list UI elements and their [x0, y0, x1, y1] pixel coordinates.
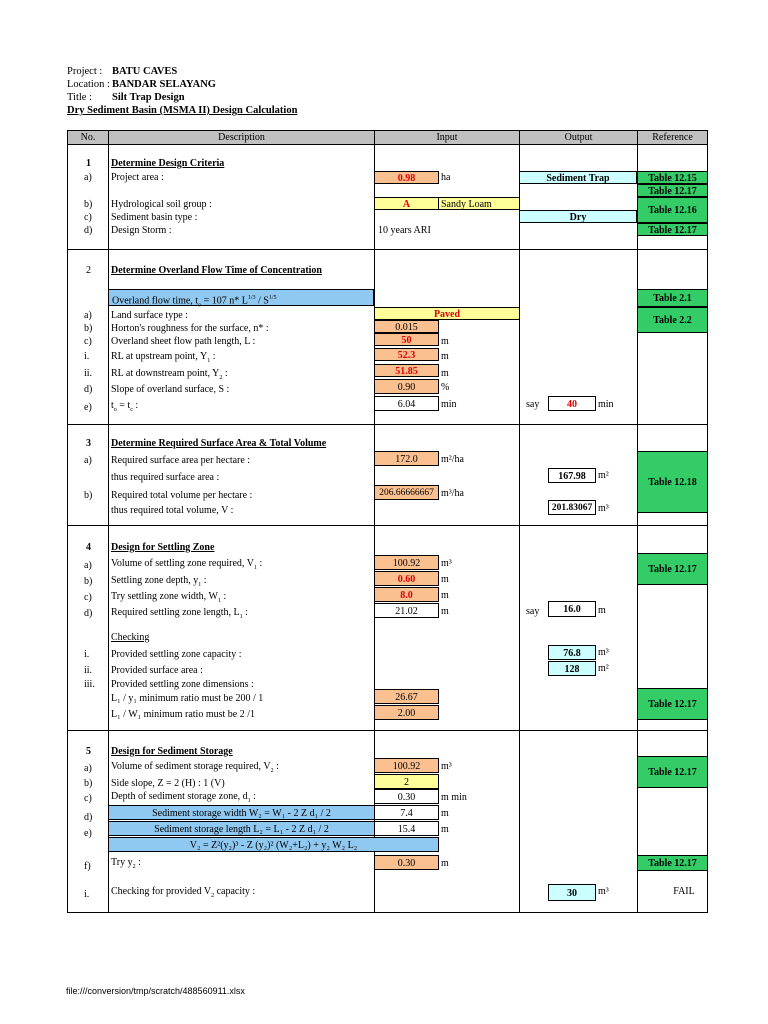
tc-label: $t_o = t_c$ :	[111, 400, 139, 413]
col-header-description: Description	[109, 131, 374, 145]
settling-width-value: 8.0	[374, 587, 439, 602]
project-value: BATU CAVES	[112, 66, 178, 77]
page-subtitle: Dry Sediment Basin (MSMA II) Design Calculation	[67, 105, 298, 116]
s1-project-area-label: Project area :	[111, 172, 164, 183]
col-header-reference: Reference	[638, 131, 707, 145]
basin-type-output: Dry	[519, 210, 637, 223]
try-y2-unit: m	[441, 858, 449, 869]
s4-c-label: c)	[84, 592, 92, 603]
settling-length-unit: m	[441, 606, 449, 617]
s5-f-label: f)	[84, 861, 91, 872]
surface-area-per-ha-value: 172.0	[374, 451, 439, 466]
s2-d-label: d)	[84, 384, 93, 395]
try-y2-label: Try $y_2$ :	[111, 857, 141, 870]
ref-table-12-17-f: Table 12.17	[637, 855, 708, 871]
settling-width-unit: m	[441, 590, 449, 601]
total-volume-per-ha-unit: m³/ha	[441, 488, 464, 499]
settling-depth-unit: m	[441, 574, 449, 585]
s3-b-label: b)	[84, 490, 93, 501]
s4-iii-label: iii.	[84, 679, 95, 690]
storage-depth-value: 0.30	[374, 789, 439, 804]
settling-length-output: 16.0	[548, 601, 596, 617]
s5-b-label: b)	[84, 778, 93, 789]
col-header-input: Input	[375, 131, 519, 145]
land-surface-value: Paved	[374, 307, 520, 320]
sediment-trap-output: Sediment Trap	[519, 171, 637, 184]
settling-depth-label: Settling zone depth, $y_1$ :	[111, 575, 207, 588]
settling-width-label: Try settling zone width, $W_1$ :	[111, 591, 227, 604]
storage-length-value: 15.4	[374, 821, 439, 836]
flow-path-length-value: 50	[374, 333, 439, 346]
ref-table-12-17-c: Table 12.17	[637, 553, 708, 585]
section-3-title: Determine Required Surface Area & Total Volume	[111, 438, 327, 449]
file-path-footer: file:///conversion/tmp/scratch/488560911.xlsx	[66, 986, 245, 996]
s4-b-label: b)	[84, 576, 93, 587]
s2-b-label: b)	[84, 323, 93, 334]
section-4-title: Design for Settling Zone	[111, 542, 215, 553]
section-4-number: 4	[86, 542, 91, 553]
design-storm-value: 10 years ARI	[378, 225, 431, 236]
ref-table-12-18: Table 12.18	[637, 451, 708, 513]
storage-width-formula: Sediment storage width W₂ = W₁ - 2 Z d₁ / 2	[108, 805, 375, 820]
horton-roughness-label: Horton's roughness for the surface, n* :	[111, 323, 269, 334]
storage-volume-formula: V₂ = Z²(y₂)³ - Z (y₂)² (W₂+L₂) + y₂ W₂ L₂	[108, 837, 439, 852]
ref-table-12-16: Table 12.16	[637, 197, 708, 223]
section-5-title: Design for Sediment Storage	[111, 746, 233, 757]
s5-e-label: e)	[84, 828, 92, 839]
s3-a-label: a)	[84, 455, 92, 466]
slope-value: 0.90	[374, 379, 439, 394]
surface-area-per-ha-label: Required surface area per hectare :	[111, 455, 251, 466]
ratio-l-w-label: L₁ / W₁ minimum ratio must be 2 /1	[111, 709, 255, 720]
s1-a-label: a)	[84, 172, 92, 183]
title-value: Silt Trap Design	[112, 92, 185, 103]
storage-volume-label: Volume of sediment storage required, $V_2$ :	[111, 761, 279, 774]
overland-flow-formula: Overland flow time, $t_o = 107$ n* $L^{1/3} / S^{1/5}$	[108, 289, 374, 306]
location-value: BANDAR SELAYANG	[112, 79, 216, 90]
rl-downstream-label: RL at downstream point, $Y_2$ :	[111, 368, 228, 381]
s1-soil-group-label: Hydrological soil group :	[111, 199, 212, 210]
s4-a-label: a)	[84, 560, 92, 571]
storage-width-value: 7.4	[374, 805, 439, 820]
surface-area-per-ha-unit: m²/ha	[441, 454, 464, 465]
storage-volume-unit: m³	[441, 761, 452, 772]
settling-capacity-output: 76.8	[548, 645, 596, 660]
storage-volume-value: 100.92	[374, 758, 439, 773]
tc-output-unit: min	[598, 399, 614, 410]
col-header-output: Output	[520, 131, 637, 145]
s2-e-label: e)	[84, 402, 92, 413]
tc-output: 40	[548, 396, 596, 411]
settling-depth-value: 0.60	[374, 571, 439, 586]
flow-path-length-label: Overland sheet flow path length, L :	[111, 336, 256, 347]
settling-surface-label: Provided surface area :	[111, 665, 203, 676]
ref-table-12-17-a: Table 12.17	[637, 184, 708, 197]
section-3-number: 3	[86, 438, 91, 449]
v2-capacity-label: Checking for provided $V_2$ capacity :	[111, 886, 256, 899]
rl-downstream-value: 51.85	[374, 364, 439, 377]
settling-dimensions-label: Provided settling zone dimensions :	[111, 679, 254, 690]
ratio-l-y-label: L₁ / y₁ minimum ratio must be 200 / 1	[111, 693, 264, 704]
tc-value: 6.04	[374, 396, 439, 411]
project-label: Project :	[67, 66, 103, 77]
location-label: Location :	[67, 79, 110, 90]
settling-length-say: say	[526, 606, 540, 617]
storage-depth-label: Depth of sediment storage zone, $d_1$ :	[111, 791, 256, 804]
settling-length-label: Required settling zone length, $L_1$ :	[111, 607, 248, 620]
settling-surface-unit: m²	[598, 663, 609, 674]
s2-ii-label: ii.	[84, 368, 93, 379]
soil-type-text: Sandy Loam	[438, 197, 520, 210]
settling-capacity-unit: m³	[598, 647, 609, 658]
section-1-number: 1	[86, 158, 91, 169]
ref-table-2-1: Table 2.1	[637, 289, 708, 307]
required-surface-area-output: 167.98	[548, 468, 596, 483]
s4-i-label: i.	[84, 649, 90, 660]
storage-length-unit: m	[441, 824, 449, 835]
s5-a-label: a)	[84, 763, 92, 774]
section-2-title: Determine Overland Flow Time of Concentration	[111, 265, 322, 276]
s1-d-label: d)	[84, 225, 93, 236]
total-volume-per-ha-value: 206.66666667	[374, 485, 439, 500]
rl-upstream-unit: m	[441, 351, 449, 362]
required-total-volume-output: 201.83067	[548, 500, 596, 515]
rl-upstream-label: RL at upstream point, $Y_1$ :	[111, 351, 216, 364]
soil-group-value: A	[374, 197, 439, 210]
settling-volume-value: 100.92	[374, 555, 439, 570]
required-surface-area-label: thus required surface area :	[111, 472, 220, 483]
rl-downstream-unit: m	[441, 368, 449, 379]
project-area-unit: ha	[441, 172, 451, 183]
storage-depth-unit: m min	[441, 792, 467, 803]
horton-roughness-value: 0.015	[374, 320, 439, 333]
side-slope-value: 2	[374, 774, 439, 789]
s1-c-label: c)	[84, 212, 92, 223]
s1-basin-type-label: Sediment basin type :	[111, 212, 198, 223]
settling-length-value: 21.02	[374, 603, 439, 618]
try-y2-value: 0.30	[374, 855, 439, 870]
required-total-volume-label: thus required total volume, V :	[111, 505, 234, 516]
rl-upstream-value: 52.3	[374, 348, 439, 361]
ratio-l-w-value: 2.00	[374, 705, 439, 720]
s4-ii-label: ii.	[84, 665, 93, 676]
checking-label: Checking	[111, 632, 150, 643]
title-label: Title :	[67, 92, 92, 103]
settling-surface-output: 128	[548, 661, 596, 676]
s1-design-storm-label: Design Storm :	[111, 225, 172, 236]
v2-capacity-output: 30	[548, 884, 596, 901]
total-volume-per-ha-label: Required total volume per hectare :	[111, 490, 253, 501]
tc-say: say	[526, 399, 540, 410]
s4-d-label: d)	[84, 608, 93, 619]
s2-a-label: a)	[84, 310, 92, 321]
side-slope-label: Side slope, Z = 2 (H) : 1 (V)	[111, 778, 225, 789]
settling-capacity-label: Provided settling zone capacity :	[111, 649, 242, 660]
ref-table-12-17-b: Table 12.17	[637, 223, 708, 236]
capacity-result-status: FAIL	[673, 886, 695, 897]
settling-length-output-unit: m	[598, 605, 606, 616]
ref-table-2-2: Table 2.2	[637, 307, 708, 333]
s5-i-label: i.	[84, 889, 90, 900]
ref-table-12-17-d: Table 12.17	[637, 688, 708, 720]
col-header-no: No.	[68, 131, 108, 145]
section-1-title: Determine Design Criteria	[111, 158, 225, 169]
ratio-l-y-value: 26.67	[374, 689, 439, 704]
ref-table-12-17-e: Table 12.17	[637, 756, 708, 788]
v2-capacity-unit: m³	[598, 886, 609, 897]
ref-table-12-15: Table 12.15	[637, 171, 708, 184]
slope-label: Slope of overland surface, S :	[111, 384, 230, 395]
storage-width-unit: m	[441, 808, 449, 819]
tc-unit: min	[441, 399, 457, 410]
settling-volume-label: Volume of settling zone required, $V_1$ :	[111, 558, 263, 571]
land-surface-label: Land surface type :	[111, 310, 188, 321]
s2-c-label: c)	[84, 336, 92, 347]
section-2-number: 2	[86, 265, 91, 276]
slope-unit: %	[441, 382, 450, 393]
s5-d-label: d)	[84, 812, 93, 823]
s2-i-label: i.	[84, 351, 90, 362]
required-surface-area-unit: m²	[598, 470, 609, 481]
project-area-value: 0.98	[374, 171, 439, 184]
s5-c-label: c)	[84, 793, 92, 804]
settling-volume-unit: m³	[441, 558, 452, 569]
flow-path-length-unit: m	[441, 336, 449, 347]
s1-b-label: b)	[84, 199, 93, 210]
storage-length-formula: Sediment storage length L₂ = L₁ - 2 Z d₁ / 2	[108, 821, 375, 836]
required-total-volume-unit: m³	[598, 503, 609, 514]
section-5-number: 5	[86, 746, 91, 757]
